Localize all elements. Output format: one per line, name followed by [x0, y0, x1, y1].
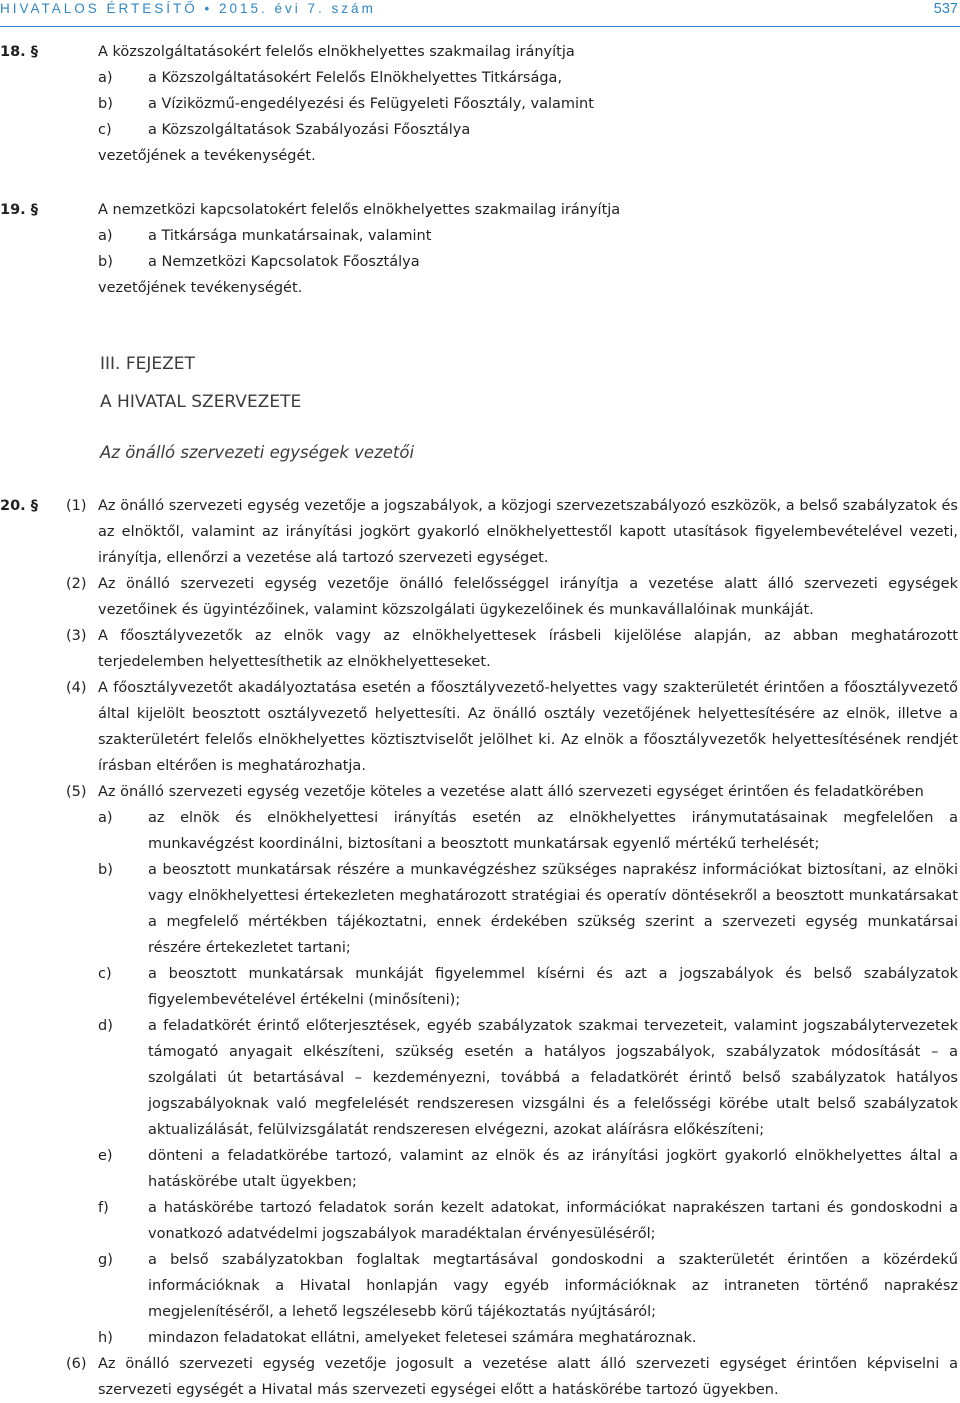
paragraph-label: (1): [66, 498, 87, 514]
item-text: a beosztott munkatársak részére a munkavégzéshez szükséges naprakész információkat biztosítani, az elnöki vagy elnökhelyettesi értekezleten meghatározott stratégiai és operatív döntésekről a beosztott munkatársakat a megfelelő mértékben tájékoztatni, ennek érdekében szükség szerint a szervezeti egység munkatársai részére értekezletet tartani;: [148, 862, 958, 956]
item-text: a beosztott munkatársak munkáját figyelemmel kísérni és azt a jogszabályok és belső szabályzatok figyelembevételével értékelni (minősíteni);: [148, 966, 958, 1008]
item-text: a hatáskörébe tartozó feladatok során kezelt adatokat, információkat naprakészen tartani és gondoskodni a vonatkozó adatvédelmi jogszabályok maradéktalan érvényesüléséről;: [148, 1200, 958, 1242]
page-header: [0, 0, 960, 18]
paragraph-4: A főosztályvezetőt akadályoztatása esetén a főosztályvezető-helyettes vagy szakterületét érintően a főosztályvezető által kijelölt beosztott osztályvezető helyettesíti. Az önálló osztály vezetőjének helyettesítésére az elnök, illetve a szakterületért felelős elnökhelyettes köztisztviselőt jelölhet ki. Az elnök a főosztályvezetők helyettesítésének rendjét írásban eltérően is meghatározhatja.: [98, 680, 958, 774]
section-outro: vezetőjének a tevékenységét.: [98, 148, 316, 164]
paragraph-3: A főosztályvezetők az elnök vagy az elnökhelyettesek írásbeli kijelölése alapján, az abban meghatározott terjedelemben helyettesíthetik az elnökhelyetteseket.: [98, 628, 958, 670]
paragraph-6: Az önálló szervezeti egység vezetője jogosult a vezetése alatt álló szervezeti egységet érintően képviselni a szervezeti egységét a Hivatal más szervezeti egységei előtt a hatáskörébe tartozó ügyekben.: [98, 1356, 958, 1398]
item-label: b): [98, 862, 113, 878]
header-divider: [0, 26, 960, 27]
item-text: a belső szabályzatokban foglaltak megtartásával gondoskodni a szakterületét érintően a közérdekű információknak a Hivatal honlapján vagy egyéb információknak az intraneten történő naprakész megjelenítéséről, a lehető legszélesebb körű tájékoztatás nyújtásáról;: [148, 1252, 958, 1320]
section-number: 20. §: [0, 498, 38, 514]
section-intro: A közszolgáltatásokért felelős elnökhelyettes szakmailag irányítja: [98, 44, 575, 60]
paragraph-label: (6): [66, 1356, 87, 1372]
item-text: a Víziközmű-engedélyezési és Felügyeleti Főosztály, valamint: [148, 96, 594, 112]
section-number: 18. §: [0, 44, 38, 60]
paragraph-label: (3): [66, 628, 87, 644]
section-outro: vezetőjének tevékenységét.: [98, 280, 303, 296]
paragraph-2: Az önálló szervezeti egység vezetője önálló felelősséggel irányítja a vezetése alatt álló szervezeti egységek vezetőinek és ügyintézőinek, valamint közszolgálati ügykezelőinek és munkavállalóinak munkáját.: [98, 576, 958, 618]
item-label: b): [98, 254, 113, 270]
section-20: [0, 493, 960, 1398]
section-number: 19. §: [0, 202, 38, 218]
item-label: a): [98, 810, 113, 826]
item-text: a Titkársága munkatársainak, valamint: [148, 228, 432, 244]
item-label: h): [98, 1330, 113, 1346]
item-text: a Közszolgáltatásokért Felelős Elnökhelyettes Titkársága,: [148, 70, 563, 86]
item-label: d): [98, 1018, 113, 1034]
item-text: a Nemzetközi Kapcsolatok Főosztálya: [148, 254, 420, 270]
item-label: c): [98, 966, 112, 982]
paragraph-1: Az önálló szervezeti egység vezetője a jogszabályok, a közjogi szervezetszabályozó eszközök, a belső szabályzatok és az elnöktől, valamint az irányítási jogkört gyakorló elnökhelyettestől kapott utasítások figyelembevételével vezeti, irányítja, ellenőrzi a vezetése alá tartozó szervezeti egységet.: [98, 498, 958, 566]
item-text: az elnök és elnökhelyettesi irányítás esetén az elnökhelyettes iránymutatásainak megfelelően a munkavégzést koordinálni, biztosítani a beosztott munkatársak egyenlő mértékű terhelését;: [148, 810, 958, 852]
section-intro: A nemzetközi kapcsolatokért felelős elnökhelyettes szakmailag irányítja: [98, 202, 621, 218]
item-text: mindazon feladatokat ellátni, amelyeket feletesei számára meghatároznak.: [148, 1330, 697, 1346]
paragraph-label: (4): [66, 680, 87, 696]
item-text: dönteni a feladatkörébe tartozó, valamint az elnök és az irányítási jogkört gyakorló elnökhelyettes által a hatáskörébe utalt ügyekben;: [148, 1148, 958, 1190]
item-label: e): [98, 1148, 113, 1164]
paragraph-label: (2): [66, 576, 87, 592]
item-text: a Közszolgáltatások Szabályozási Főosztálya: [148, 122, 471, 138]
item-label: b): [98, 96, 113, 112]
item-label: a): [98, 228, 113, 244]
item-label: f): [98, 1200, 109, 1216]
chapter-number: III. FEJEZET: [100, 354, 195, 374]
paragraph-label: (5): [66, 784, 87, 800]
item-label: g): [98, 1252, 113, 1268]
page-number: 537: [933, 1, 958, 17]
item-label: a): [98, 70, 113, 86]
chapter-subtitle: Az önálló szervezeti egységek vezetői: [100, 443, 415, 462]
publication-title: HIVATALOS ÉRTESÍTŐ • 2015. évi 7. szám: [0, 1, 376, 16]
item-text: a feladatkörét érintő előterjesztések, egyéb szabályzatok szakmai tervezeteit, valamint jogszabálytervezetek támogató anyagait elkészíteni, szükség esetén a hatályos jogszabályok, szabályzatok módosítását – a szolgálati út betartásával – kezdeményezni, továbbá a feladatkörét érintő belső szabályzatok hatályos jogszabályoknak való megfelelését rendszeresen vizsgálni és a felelősségi körébe utalt belső szabályzatok aktualizálását, felülvizsgálatát rendszeresen elvégezni, azokat aláírásra előkészíteni;: [148, 1018, 958, 1138]
chapter-title: A HIVATAL SZERVEZETE: [100, 392, 302, 412]
paragraph-5: Az önálló szervezeti egység vezetője köteles a vezetése alatt álló szervezeti egységet érintően és feladatkörében: [98, 784, 924, 800]
item-label: c): [98, 122, 112, 138]
